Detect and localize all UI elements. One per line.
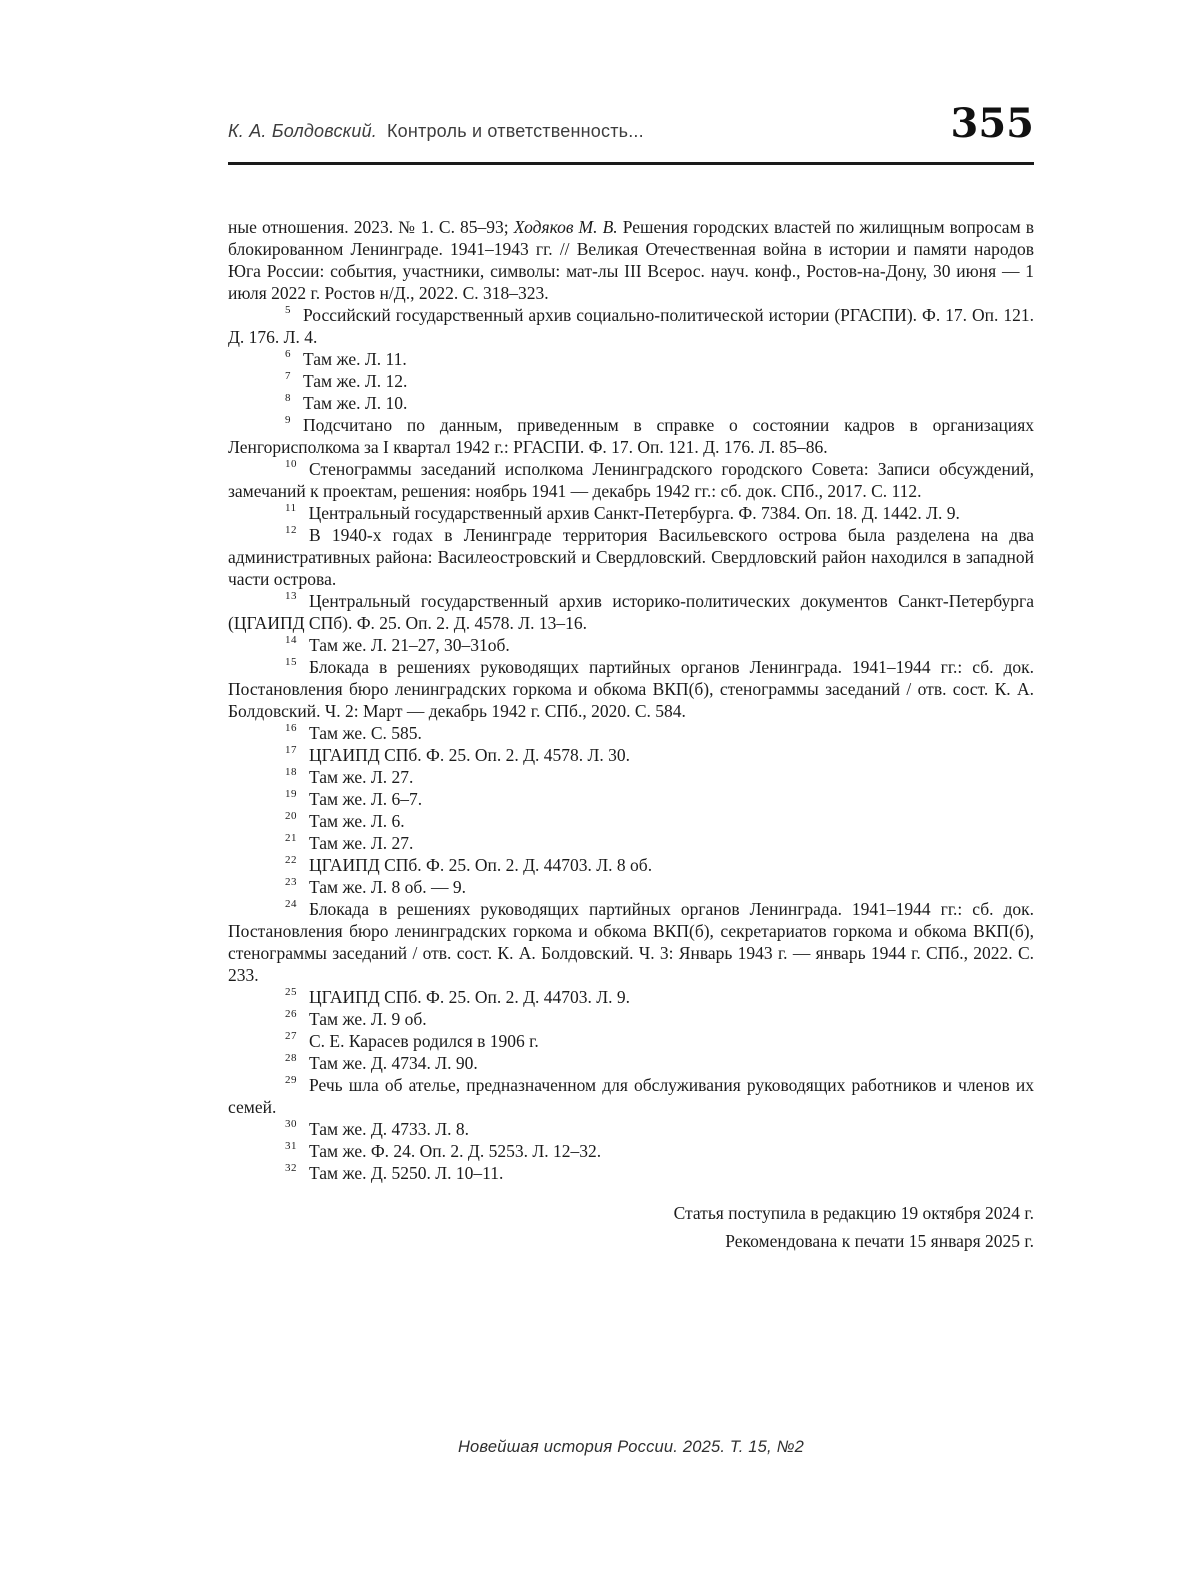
footnote-number: 24 bbox=[285, 898, 297, 911]
footnote-item bbox=[228, 832, 1034, 854]
footnote-text: Там же. Л. 6. bbox=[309, 811, 405, 831]
continuation-text-after: Решения городских властей по жилищным вопросам в блокированном Ленинграде. 1941–1943 гг. // Великая Отечественная война в истории и памяти народов Юга России: события, участники, символы: мат-лы III Всерос. науч. конф., Ростов-на-Дону, 30 июня — 1 июля 2022 г. Ростов н/Д., 2022. С. 318–323. bbox=[228, 217, 1034, 303]
footnote-text: Блокада в решениях руководящих партийных органов Ленинграда. 1941–1944 гг.: сб. док. Постановления бюро ленинградских горкома и обкома ВКП(б), секретариатов горкома и обкома ВКП(б), стенограммы заседаний / отв. сост. К. А. Болдовский. Ч. 3: Январь 1943 г. — январь 1944 г. СПб., 2022. С. 233. bbox=[228, 899, 1034, 985]
footnote-text: Там же. Д. 4733. Л. 8. bbox=[309, 1119, 470, 1139]
journal-footer bbox=[228, 1438, 1034, 1457]
running-head bbox=[228, 100, 1034, 147]
footnote-text: Там же. Л. 6–7. bbox=[309, 789, 423, 809]
footnote-item bbox=[228, 898, 1034, 986]
footnote-text: ЦГАИПД СПб. Ф. 25. Оп. 2. Д. 4578. Л. 30. bbox=[309, 745, 631, 765]
footnote-text: Блокада в решениях руководящих партийных органов Ленинграда. 1941–1944 гг.: сб. док. Постановления бюро ленинградских горкома и обкома ВКП(б), стенограммы заседаний / отв. сост. К. А. Болдовский. Ч. 2: Март — декабрь 1942 г. СПб., 2020. С. 584. bbox=[228, 657, 1034, 721]
footnote-number: 8 bbox=[285, 392, 291, 405]
footnote-number: 14 bbox=[285, 634, 297, 647]
continuation-text-before: ные отношения. 2023. № 1. С. 85–93; bbox=[228, 217, 514, 237]
footnote-number: 26 bbox=[285, 1008, 297, 1021]
footnote-text: Там же. С. 585. bbox=[309, 723, 422, 743]
footnote-text: Там же. Д. 4734. Л. 90. bbox=[309, 1053, 478, 1073]
footnote-number: 22 bbox=[285, 854, 297, 867]
footnote-text: Там же. Д. 5250. Л. 10–11. bbox=[309, 1163, 504, 1183]
footnote-text: Центральный государственный архив Санкт-Петербурга. Ф. 7384. Оп. 18. Д. 1442. Л. 9. bbox=[308, 503, 960, 523]
footnote-text: Там же. Л. 8 об. — 9. bbox=[309, 877, 466, 897]
footnote-number: 11 bbox=[285, 502, 297, 515]
footnote-number: 31 bbox=[285, 1140, 297, 1153]
page-number: 355 bbox=[950, 100, 1034, 147]
footnote-item bbox=[228, 524, 1034, 590]
footnote-item bbox=[228, 1140, 1034, 1162]
footnote-item bbox=[228, 810, 1034, 832]
footnote-number: 20 bbox=[285, 810, 297, 823]
footnote-number: 12 bbox=[285, 524, 297, 537]
footnote-item bbox=[228, 392, 1034, 414]
footnote-text: Там же. Л. 21–27, 30–31об. bbox=[309, 635, 510, 655]
continuation-paragraph bbox=[228, 216, 1034, 304]
footnote-text: В 1940-х годах в Ленинграде территория Васильевского острова была разделена на два административных района: Василеостровский и Свердловский. Свердловский район находился в западной части острова. bbox=[228, 525, 1034, 589]
cited-author-italic: Ходяков М. В. bbox=[513, 217, 618, 237]
footnote-number: 10 bbox=[285, 458, 297, 471]
footnote-item bbox=[228, 1030, 1034, 1052]
footnote-text: ЦГАИПД СПб. Ф. 25. Оп. 2. Д. 44703. Л. 9. bbox=[309, 987, 631, 1007]
footnote-text: С. Е. Карасев родился в 1906 г. bbox=[309, 1031, 539, 1051]
endnotes-section bbox=[228, 216, 1034, 1255]
running-head-text bbox=[228, 121, 644, 142]
footnote-item bbox=[228, 986, 1034, 1008]
footnote-item bbox=[228, 304, 1034, 348]
footnote-number: 32 bbox=[285, 1162, 297, 1175]
footnote-item bbox=[228, 1008, 1034, 1030]
footnote-number: 25 bbox=[285, 986, 297, 999]
footnote-text: Центральный государственный архив историко-политических документов Санкт-Петербурга (ЦГАИПД СПб). Ф. 25. Оп. 2. Д. 4578. Л. 13–16. bbox=[228, 591, 1034, 633]
footnote-number: 19 bbox=[285, 788, 297, 801]
footnote-number: 29 bbox=[285, 1074, 297, 1087]
footnote-text: Речь шла об ателье, предназначенном для обслуживания руководящих работников и членов их семей. bbox=[228, 1075, 1034, 1117]
footnote-item bbox=[228, 766, 1034, 788]
footnote-number: 6 bbox=[285, 348, 291, 361]
footnote-item bbox=[228, 854, 1034, 876]
footnote-text: Стенограммы заседаний исполкома Ленинградского городского Совета: Записи обсуждений, замечаний к проектам, решения: ноябрь 1941 — декабрь 1942 гг.: сб. док. СПб., 2017. С. 112. bbox=[228, 459, 1034, 501]
footnote-text: Там же. Л. 10. bbox=[303, 393, 408, 413]
received-line: Статья поступила в редакцию 19 октября 2024 г. bbox=[673, 1203, 1034, 1223]
footnote-item bbox=[228, 458, 1034, 502]
footnote-text: Там же. Ф. 24. Оп. 2. Д. 5253. Л. 12–32. bbox=[309, 1141, 602, 1161]
journal-citation-line: Новейшая история России. 2025. Т. 15, №2 bbox=[457, 1438, 805, 1456]
footnote-number: 23 bbox=[285, 876, 297, 889]
footnote-item bbox=[228, 876, 1034, 898]
footnote-text: Подсчитано по данным, приведенным в справке о состоянии кадров в организациях Ленгорисполкома за I квартал 1942 г.: РГАСПИ. Ф. 17. Оп. 121. Д. 176. Л. 85–86. bbox=[228, 415, 1034, 457]
footnote-item bbox=[228, 722, 1034, 744]
footnote-number: 30 bbox=[285, 1118, 297, 1131]
text-column bbox=[228, 0, 1034, 1255]
running-head-title: Контроль и ответственность... bbox=[386, 121, 644, 141]
header-rule bbox=[228, 162, 1034, 165]
footnote-number: 17 bbox=[285, 744, 297, 757]
footnote-text: Там же. Л. 27. bbox=[309, 767, 414, 787]
footnote-item bbox=[228, 788, 1034, 810]
footnote-item bbox=[228, 502, 1034, 524]
footnote-number: 27 bbox=[285, 1030, 297, 1043]
footnote-item bbox=[228, 590, 1034, 634]
footnote-text: Там же. Л. 27. bbox=[309, 833, 414, 853]
footnote-number: 13 bbox=[285, 590, 297, 603]
footnote-text: Там же. Л. 11. bbox=[303, 349, 407, 369]
footnote-item bbox=[228, 348, 1034, 370]
footnote-number: 9 bbox=[285, 414, 291, 427]
footnote-item bbox=[228, 370, 1034, 392]
footnote-item bbox=[228, 656, 1034, 722]
footnote-item bbox=[228, 744, 1034, 766]
footnote-item bbox=[228, 414, 1034, 458]
footnote-item bbox=[228, 634, 1034, 656]
footnote-number: 16 bbox=[285, 722, 297, 735]
footnotes-list bbox=[228, 304, 1034, 1184]
footnote-text: ЦГАИПД СПб. Ф. 25. Оп. 2. Д. 44703. Л. 8 об. bbox=[309, 855, 653, 875]
footnote-item bbox=[228, 1118, 1034, 1140]
footnote-item bbox=[228, 1052, 1034, 1074]
footnote-number: 15 bbox=[285, 656, 297, 669]
footnote-number: 18 bbox=[285, 766, 297, 779]
footnote-number: 28 bbox=[285, 1052, 297, 1065]
footnote-item bbox=[228, 1162, 1034, 1184]
footnote-text: Там же. Л. 12. bbox=[303, 371, 408, 391]
received-block bbox=[228, 1199, 1034, 1255]
recommended-line: Рекомендована к печати 15 января 2025 г. bbox=[725, 1231, 1034, 1251]
footnote-number: 21 bbox=[285, 832, 297, 845]
footnote-number: 5 bbox=[285, 304, 291, 317]
footnote-text: Российский государственный архив социально-политической истории (РГАСПИ). Ф. 17. Оп. 121. Д. 176. Л. 4. bbox=[228, 305, 1034, 347]
running-head-author: К. А. Болдовский. bbox=[228, 121, 377, 141]
footnote-item bbox=[228, 1074, 1034, 1118]
footnote-number: 7 bbox=[285, 370, 291, 383]
footnote-text: Там же. Л. 9 об. bbox=[309, 1009, 427, 1029]
